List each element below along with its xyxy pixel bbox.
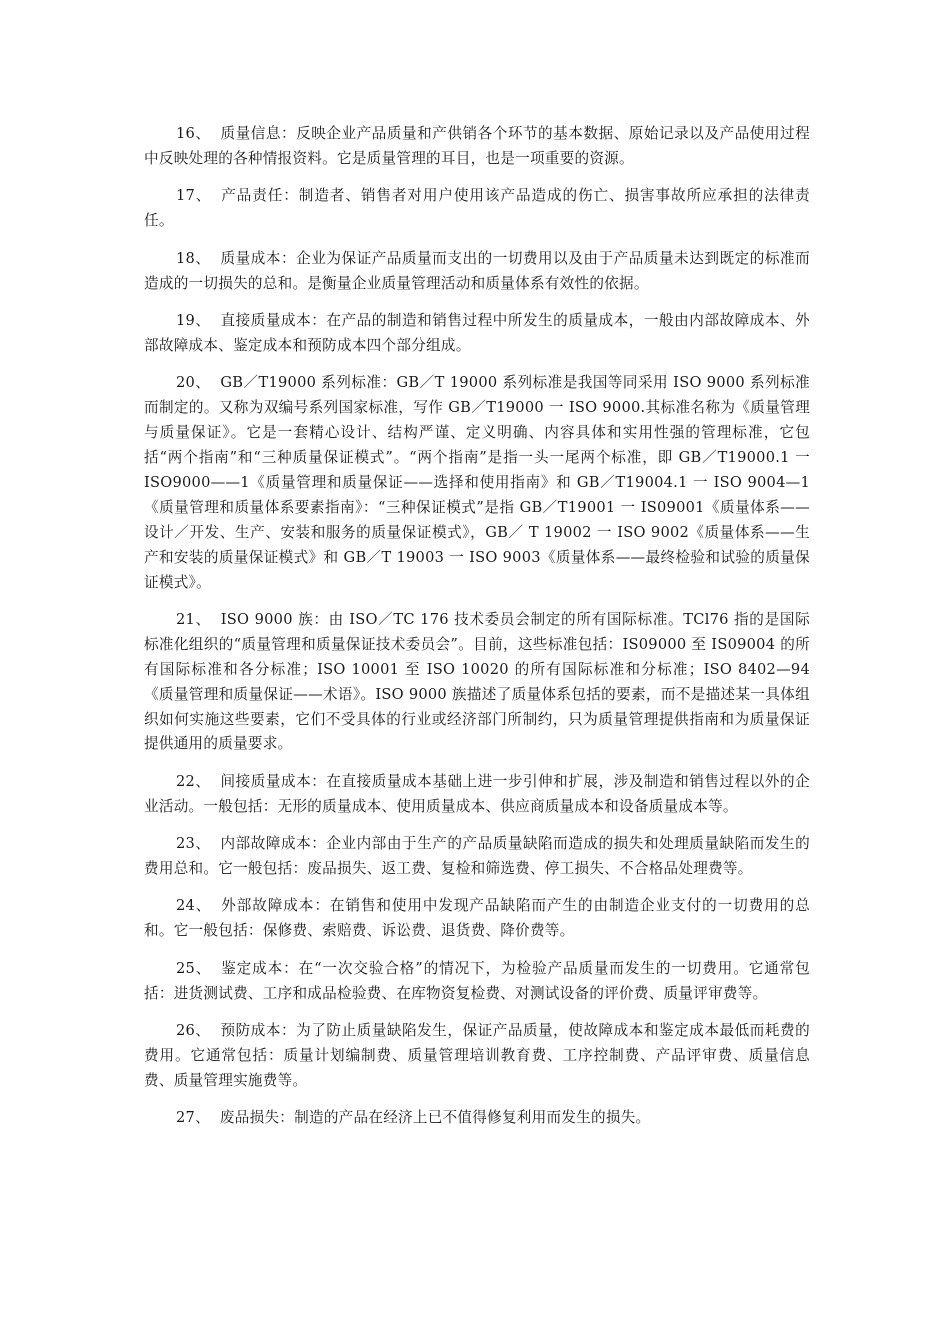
paragraph-18 bbox=[144, 247, 810, 297]
paragraph-text: 预防成本：为了防止质量缺陷发生，保证产品质量，使故障成本和鉴定成本最低而耗费的费用。它通常包括：质量计划编制费、质量管理培训教育费、工序控制费、产品评审费、质量信息费、质量管理实施费等。 bbox=[144, 1022, 810, 1089]
document-page bbox=[144, 122, 810, 1144]
paragraph-text: 间接质量成本：在直接质量成本基础上进一步引伸和扩展，涉及制造和销售过程以外的企业活动。一般包括：无形的质量成本、使用质量成本、供应商质量成本和设备质量成本等。 bbox=[144, 772, 810, 815]
paragraph-text: GB／T19000 系列标准：GB／T 19000 系列标准是我国等同采用 ISO 9000 系列标准而制定的。又称为双编号系列国家标准，写作 GB／T19000 一 ISO 9000.其标准名称为《质量管理与质量保证》。它是一套精心设计、结构严谨、定义明确、内容具体和实用性强的管理标准，它包括“两个指南”和“三种质量保证模式”。“两个指南”是指一头一尾两个标准，即 GB／T19000.1 一 ISO9000——1《质量管理和质量保证——选择和使用指南》和 GB／T19004.1 一 ISO 9004—1《质量管理和质量体系要素指南》：“三种保证模式”是指 GB／T19001 一 IS09001《质量体系——设计／开发、生产、安装和服务的质量保证模式》，GB／ T 19002 一 ISO 9002《质量体系——生产和安装的质量保证模式》和 GB／T 19003 一 ISO 9003《质量体系——最终检验和试验的质量保证模式》。 bbox=[144, 374, 810, 591]
paragraph-number: 20、 bbox=[176, 374, 211, 392]
paragraph-number: 18、 bbox=[176, 249, 211, 267]
paragraph-22 bbox=[144, 770, 810, 820]
paragraph-23 bbox=[144, 832, 810, 882]
paragraph-number: 21、 bbox=[176, 610, 211, 628]
paragraph-number: 25、 bbox=[176, 959, 212, 977]
paragraph-number: 27、 bbox=[176, 1109, 210, 1127]
paragraph-24 bbox=[144, 894, 810, 944]
paragraph-text: 内部故障成本：企业内部由于生产的产品质量缺陷而造成的损失和处理质量缺陷而发生的费用总和。它一般包括：废品损失、返工费、复检和筛选费、停工损失、不合格品处理费等。 bbox=[144, 835, 810, 878]
paragraph-number: 19、 bbox=[176, 311, 211, 329]
paragraph-text: 鉴定成本：在“一次交验合格”的情况下，为检验产品质量而发生的一切费用。它通常包括：进货测试费、工序和成品检验费、在库物资复检费、对测试设备的评价费、质量评审费等。 bbox=[144, 959, 810, 1002]
paragraph-25 bbox=[144, 957, 810, 1007]
paragraph-16 bbox=[144, 122, 810, 172]
paragraph-19 bbox=[144, 309, 810, 359]
paragraph-number: 24、 bbox=[176, 897, 212, 915]
paragraph-text: 产品责任：制造者、销售者对用户使用该产品造成的伤亡、损害事故所应承担的法律责任。 bbox=[144, 187, 810, 230]
paragraph-text: 质量成本：企业为保证产品质量而支出的一切费用以及由于产品质量未达到既定的标准而造成的一切损失的总和。是衡量企业质量管理活动和质量体系有效性的依据。 bbox=[144, 249, 810, 292]
paragraph-number: 22、 bbox=[176, 772, 211, 790]
paragraph-text: 直接质量成本：在产品的制造和销售过程中所发生的质量成本，一般由内部故障成本、外部故障成本、鉴定成本和预防成本四个部分组成。 bbox=[144, 311, 810, 354]
paragraph-20 bbox=[144, 371, 810, 595]
paragraph-26 bbox=[144, 1019, 810, 1094]
paragraph-number: 16、 bbox=[176, 125, 211, 142]
paragraph-number: 23、 bbox=[176, 835, 211, 853]
paragraph-text: 外部故障成本：在销售和使用中发现产品缺陷而产生的由制造企业支付的一切费用的总和。它一般包括：保修费、索赔费、诉讼费、退货费、降价费等。 bbox=[144, 897, 810, 940]
paragraph-text: ISO 9000 族：由 ISO／TC 176 技术委员会制定的所有国际标准。TCl76 指的是国际标准化组织的“质量管理和质量保证技术委员会”。目前，这些标准包括：IS09000 至 IS09004 的所有国际标准和各分标准；ISO 10001 至 ISO 10020 的所有国际标准和分标准；ISO 8402—94《质量管理和质量保证——术语》。ISO 9000 族描述了质量体系包括的要素，而不是描述某一具体组织如何实施这些要素，它们不受具体的行业或经济部门所制约，只为质量管理提供指南和为质量保证提供通用的质量要求。 bbox=[144, 610, 810, 753]
paragraph-17 bbox=[144, 184, 810, 234]
paragraph-21 bbox=[144, 608, 810, 757]
paragraph-text: 废品损失：制造的产品在经济上已不值得修复利用而发生的损失。 bbox=[219, 1109, 651, 1127]
paragraph-27 bbox=[144, 1106, 810, 1131]
paragraph-number: 17、 bbox=[176, 187, 212, 205]
paragraph-text: 质量信息：反映企业产品质量和产供销各个环节的基本数据、原始记录以及产品使用过程中反映处理的各种情报资料。它是质量管理的耳目，也是一项重要的资源。 bbox=[144, 125, 810, 167]
paragraph-number: 26、 bbox=[176, 1022, 211, 1040]
